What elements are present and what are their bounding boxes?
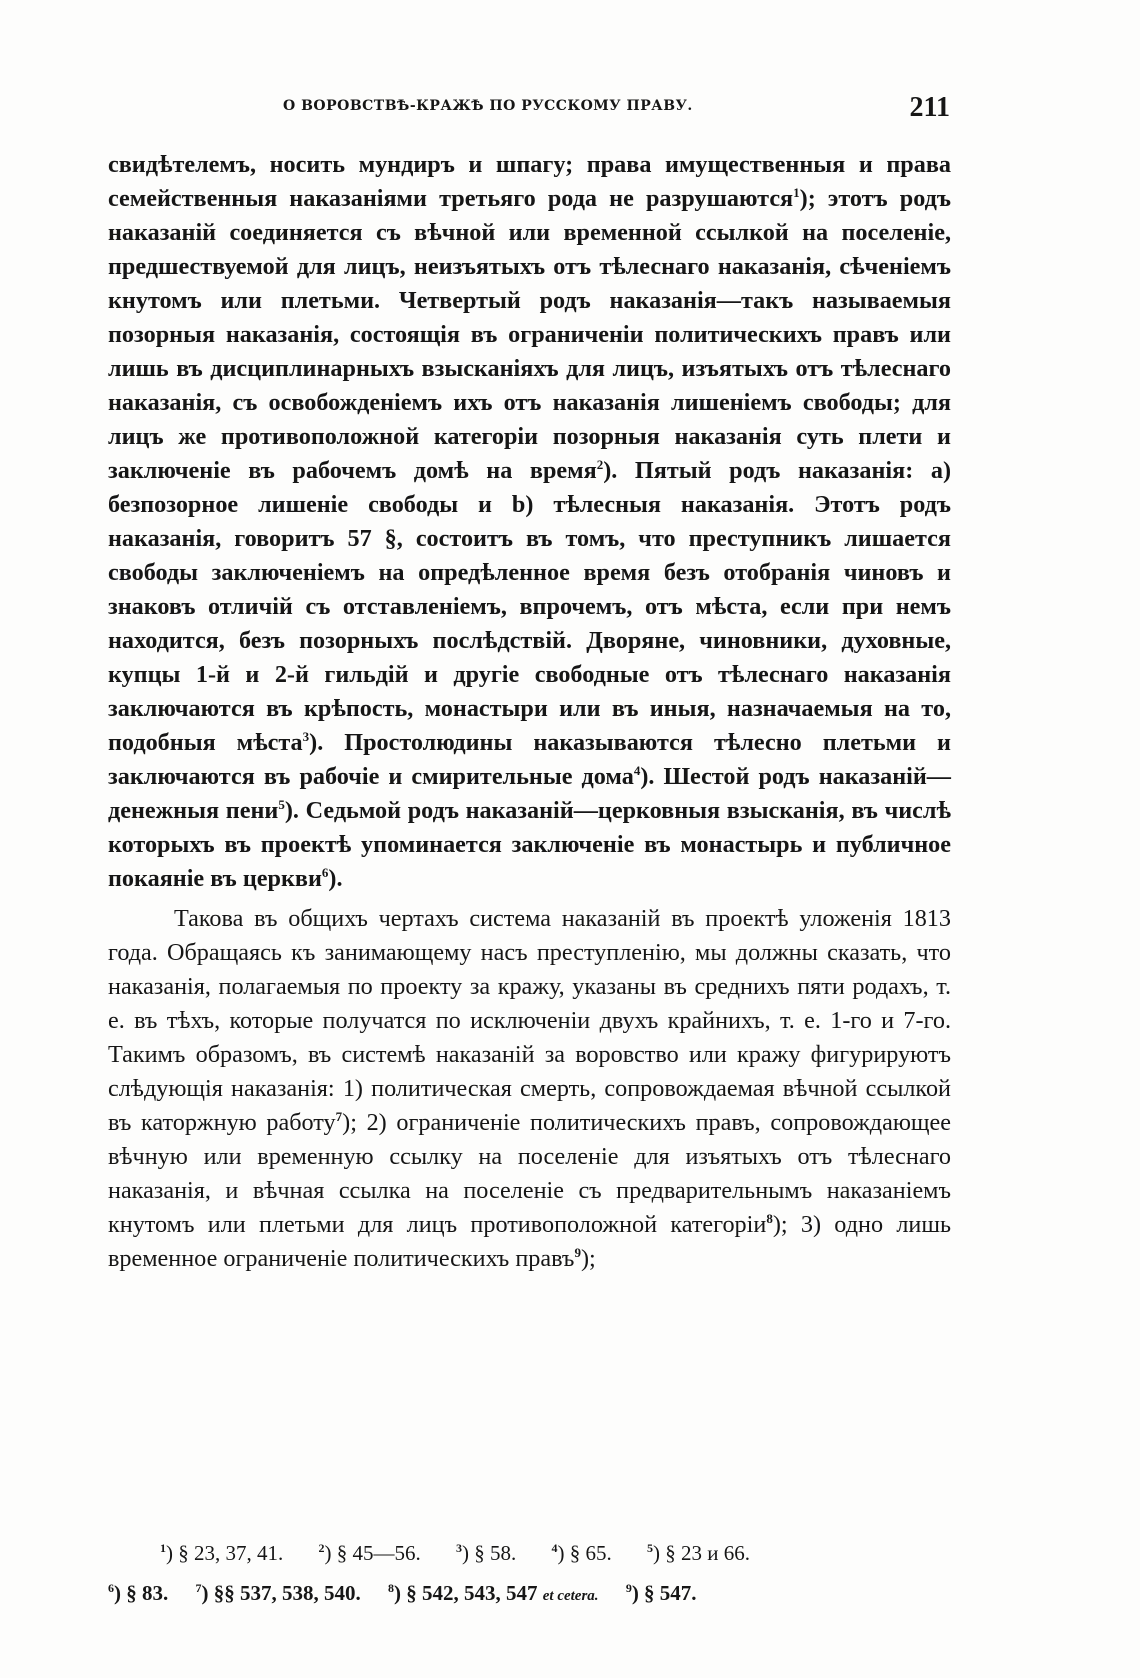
footnote-ref: 9 (574, 1244, 581, 1260)
page-number: 211 (909, 92, 950, 123)
footnote-row (108, 1573, 951, 1616)
footnote-text: ) §§ 537, 538, 540. (201, 1581, 361, 1605)
footnote-4 (552, 1533, 612, 1573)
footnotes (108, 1533, 951, 1616)
running-title: О ВОРОВСТВѢ-КРАЖѢ ПО РУССКОМУ ПРАВУ. (283, 98, 693, 114)
footnote-ref: 4 (633, 762, 641, 778)
footnote-ref: 3 (302, 728, 310, 744)
footnote-mark: 6 (108, 1581, 114, 1595)
text-run: ). (328, 865, 343, 892)
footnote-text: ) § 65. (557, 1541, 612, 1565)
footnote-6 (108, 1573, 168, 1613)
text-run: ). Простолюдины наказываются тѣлесно плетьми и заключаются въ рабочіе и смирительные дома (108, 729, 951, 790)
footnote-mark: 1 (160, 1541, 166, 1555)
footnote-ref: 5 (278, 796, 285, 812)
text-run: свидѣтелемъ, носить мундиръ и шпагу; права имущественныя и права семейственныя наказаніями третьяго рода не разрушаются (108, 151, 951, 212)
text-run: ). Седьмой родъ наказаній—церковныя взысканія, въ числѣ которыхъ въ проектѣ упоминается заключеніе въ монастырь и публичное покаяніе въ церкви (108, 797, 952, 892)
footnote-ref: 8 (766, 1210, 773, 1226)
footnote-text: ) § 547. (631, 1581, 697, 1605)
footnote-mark: 7 (195, 1581, 202, 1595)
footnote-latin-tail: et cetera. (542, 1588, 599, 1604)
footnote-ref: 1 (793, 184, 800, 200)
text-run: ). Шестой родъ наказаній—денежныя пени (108, 763, 951, 824)
footnote-ref: 7 (335, 1108, 343, 1124)
text-run: ); 3) одно лишь временное ограниченіе политическихъ правъ (108, 1211, 951, 1272)
footnote-mark: 5 (647, 1541, 653, 1555)
text-run: ); этотъ родъ наказаній соединяется съ вѣчной или временной ссылкой на поселеніе, предшествуемой для лицъ, неизъятыхъ отъ тѣлеснаго наказанія, сѣченіемъ кнутомъ или плетьми. Четвертый родъ наказанія—такъ называемыя позорныя наказанія, состоящія въ ограниченіи политическихъ правъ или лишь въ дисциплинарныхъ взысканіяхъ для лицъ, изъятыхъ отъ тѣлеснаго наказанія, съ освобожденіемъ ихъ отъ наказанія лишеніемъ свободы; для лицъ же противоположной категоріи позорныя наказанія суть плети и заключеніе въ рабочемъ домѣ на время (108, 185, 951, 484)
footnote-mark: 2 (318, 1541, 325, 1555)
footnote-9 (626, 1573, 697, 1613)
footnote-text: ) § 542, 543, 547 (394, 1581, 538, 1605)
footnote-ref: 6 (321, 864, 329, 880)
footnote-text: ) § 23 и 66. (653, 1541, 750, 1565)
footnote-row (108, 1533, 951, 1573)
footnote-3 (456, 1533, 516, 1573)
paragraph-continuation (108, 148, 951, 896)
body-text (108, 148, 951, 1276)
footnote-text: ) § 58. (462, 1541, 517, 1565)
footnote-text: ) § 23, 37, 41. (166, 1541, 284, 1565)
footnote-ref: 2 (596, 456, 604, 472)
paragraph-system-of-punishments (108, 902, 951, 1276)
footnote-text: ) § 83. (114, 1581, 169, 1605)
text-run: Такова въ общихъ чертахъ система наказаній въ проектѣ уложенія 1813 года. Обращаясь къ занимающему насъ преступленію, мы должны сказать, что наказанія, полагаемыя по проекту за кражу, указаны въ среднихъ пяти родахъ, т. е. въ тѣхъ, которые получатся по исключеніи двухъ крайнихъ, т. е. 1-го и 7-го. Такимъ образомъ, въ системѣ наказаній за воровство или кражу фигурируютъ слѣдующія наказанія: 1) политическая смерть, сопровождаемая вѣчной ссылкой въ каторжную работу (108, 905, 951, 1136)
footnote-2 (319, 1533, 421, 1573)
footnote-text: ) § 45—56. (324, 1541, 421, 1565)
text-run: ). Пятый родъ наказанія: a) безпозорное лишеніе свободы и b) тѣлесныя наказанія. Этотъ родъ наказанія, говоритъ 57 §, состоитъ въ томъ, что преступникъ лишается свободы заключеніемъ на опредѣленное время безъ отобранія чиновъ и знаковъ отличій съ отставленіемъ, впрочемъ, отъ мѣста, если при немъ находится, безъ позорныхъ послѣдствій. Дворяне, чиновники, духовные, купцы 1-й и 2-й гильдій и другіе свободные отъ тѣлеснаго наказанія заключаются въ крѣпость, монастыри или въ иныя, назначаемыя на то, подобныя мѣста (108, 457, 952, 756)
footnote-mark: 4 (551, 1541, 558, 1555)
text-run: ); (580, 1245, 596, 1272)
page-header (108, 92, 950, 136)
footnote-8 (388, 1573, 599, 1616)
footnote-mark: 8 (388, 1581, 394, 1595)
footnote-1 (160, 1533, 283, 1573)
footnote-mark: 9 (625, 1581, 632, 1595)
footnote-mark: 3 (456, 1541, 462, 1555)
footnote-7 (196, 1573, 361, 1613)
footnote-5 (647, 1533, 750, 1573)
text-run: ); 2) ограниченіе политическихъ правъ, сопровождающее вѣчную или временную ссылку на поселеніе для изъятыхъ отъ тѣлеснаго наказанія, и вѣчная ссылка на поселеніе съ предварительнымъ наказаніемъ кнутомъ или плетьми для лицъ противоположной категоріи (108, 1109, 951, 1238)
